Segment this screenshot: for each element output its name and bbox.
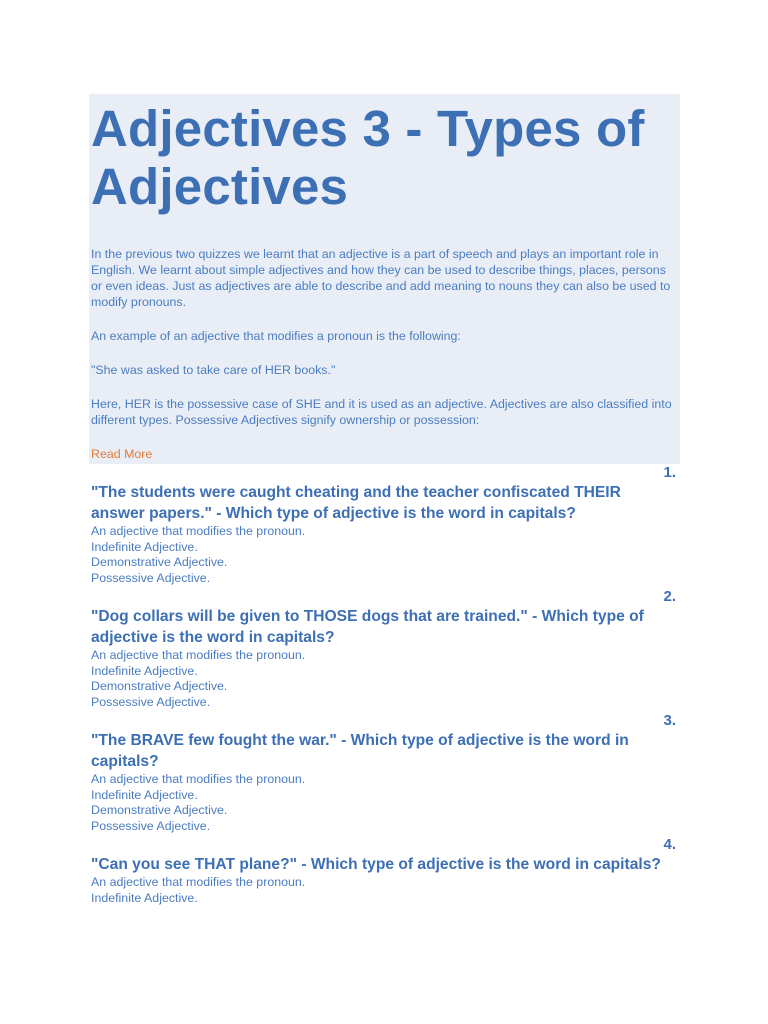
intro-paragraph: "She was asked to take care of HER books." — [91, 363, 336, 377]
answer-option[interactable]: An adjective that modifies the pronoun. — [91, 648, 306, 662]
intro-paragraph: An example of an adjective that modifies a pronoun is the following: — [91, 329, 461, 343]
answer-option[interactable]: Possessive Adjective. — [91, 818, 211, 833]
answer-option[interactable]: Indefinite Adjective. — [91, 539, 198, 554]
answer-options — [91, 524, 678, 586]
answer-option[interactable]: Demonstrative Adjective. — [91, 803, 228, 817]
question-item — [91, 588, 678, 710]
question-number: 1. — [663, 464, 676, 481]
question-item — [91, 464, 678, 586]
question-item — [91, 712, 678, 834]
read-more-link[interactable]: Read More — [91, 447, 153, 461]
answer-option[interactable]: Indefinite Adjective. — [91, 663, 198, 678]
answer-option[interactable]: Indefinite Adjective. — [91, 787, 198, 802]
answer-option[interactable]: An adjective that modifies the pronoun. — [91, 524, 306, 538]
intro-paragraph: In the previous two quizzes we learnt that an adjective is a part of speech and plays an important role in English. We learnt about simple adjectives and how they can be used to describe things, places, persons or even ideas. Just as adjectives are able to describe and add meaning to nouns they can also be used to modify pronouns. — [91, 247, 671, 309]
intro-section — [89, 94, 680, 464]
answer-option[interactable]: An adjective that modifies the pronoun. — [91, 772, 306, 786]
answer-option[interactable]: Possessive Adjective. — [91, 694, 211, 709]
answer-option[interactable]: An adjective that modifies the pronoun. — [91, 875, 306, 889]
answer-options — [91, 772, 678, 834]
answer-options — [91, 648, 678, 710]
question-text: "The students were caught cheating and the teacher confiscated THEIR answer papers." - Which type of adjective is the word in capitals? — [91, 484, 621, 522]
intro-paragraph: Here, HER is the possessive case of SHE and it is used as an adjective. Adjectives are also classified into different types. Possessive Adjectives signify ownership or possession: — [91, 397, 672, 427]
question-text: "Can you see THAT plane?" - Which type of adjective is the word in capitals? — [91, 856, 661, 873]
page-title: Adjectives 3 - Types of Adjectives — [91, 100, 645, 215]
answer-option[interactable]: Possessive Adjective. — [91, 570, 211, 585]
answer-options — [91, 875, 678, 906]
answer-option[interactable]: Indefinite Adjective. — [91, 890, 198, 905]
question-text: "The BRAVE few fought the war." - Which type of adjective is the word in capitals? — [91, 732, 629, 770]
question-list — [89, 464, 680, 906]
intro-text — [91, 246, 678, 428]
question-number: 2. — [663, 588, 676, 605]
question-text: "Dog collars will be given to THOSE dogs that are trained." - Which type of adjective is the word in capitals? — [91, 608, 644, 646]
question-item — [91, 836, 678, 906]
question-number: 4. — [663, 836, 676, 853]
question-number: 3. — [663, 712, 676, 729]
document-page — [89, 94, 680, 906]
answer-option[interactable]: Demonstrative Adjective. — [91, 555, 228, 569]
answer-option[interactable]: Demonstrative Adjective. — [91, 679, 228, 693]
